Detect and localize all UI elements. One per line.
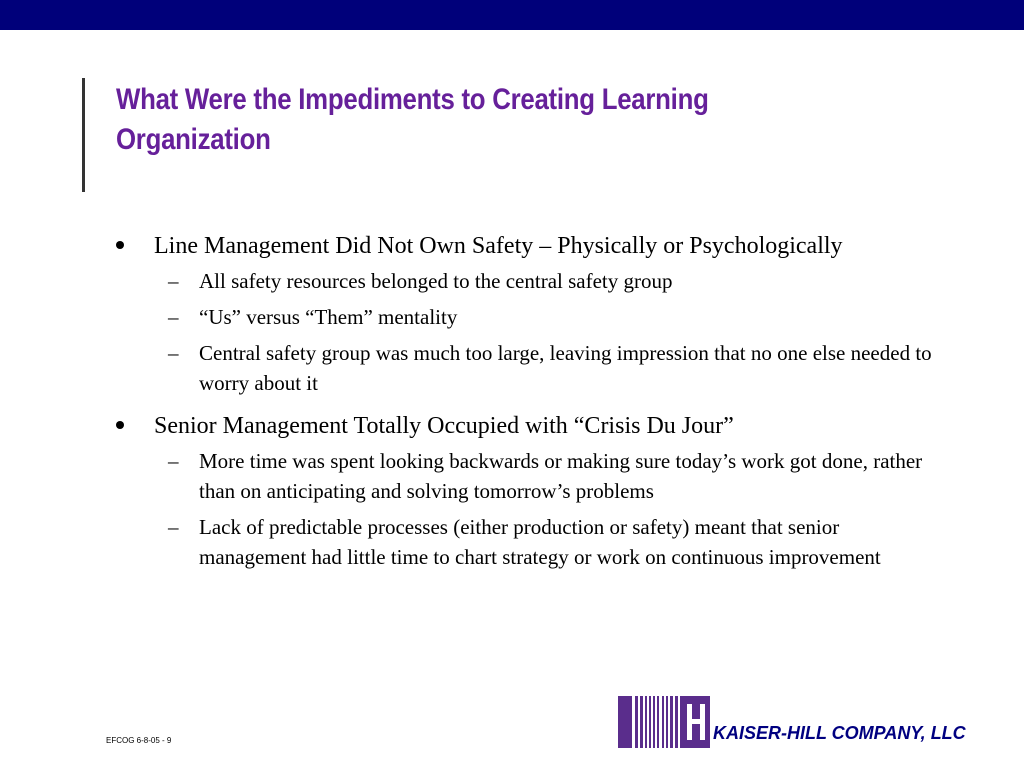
slide-title-line-1: What Were the Impediments to Creating Learning [116,83,709,116]
sub-bullet-item [112,446,932,506]
sub-bullet-item [112,512,932,572]
sub-bullet-item [112,338,932,398]
slide-content [112,230,932,578]
company-name: KAISER-HILL COMPANY, LLC [713,723,966,743]
slide-title [116,80,821,160]
slide-code: EFCOG 6-8-05 - 9 [106,736,172,745]
dash-icon: – [168,305,179,329]
bullet-text: Senior Management Totally Occupied with “Crisis Du Jour” [154,413,734,439]
sub-bullet-item [112,266,932,296]
slide-title-line-2: Organization [116,123,271,156]
sub-bullet-item [112,302,932,332]
dash-icon: – [168,341,179,365]
bullet-item [112,230,932,262]
bullet-text: Line Management Did Not Own Safety – Physically or Psychologically [154,233,843,259]
bullet-dot-icon [116,241,124,249]
dash-icon: – [168,449,179,473]
sub-bullet-text: All safety resources belonged to the central safety group [199,269,673,293]
dash-icon: – [168,269,179,293]
sub-bullet-text: Central safety group was much too large, leaving impression that no one else needed to worry about it [199,341,932,395]
bullet-item [112,410,932,442]
sub-bullet-text: More time was spent looking backwards or making sure today’s work got done, rather than on anticipating and solving tomorrow’s problems [199,449,923,503]
sub-bullet-text: Lack of predictable processes (either production or safety) meant that senior management had little time to chart strategy or work on continuous improvement [199,515,881,569]
top-bar [0,0,1024,30]
bullet-dot-icon [116,421,124,429]
dash-icon: – [168,515,179,539]
title-rule [82,78,85,192]
sub-bullet-text: “Us” versus “Them” mentality [199,305,458,329]
kh-logo-icon [618,696,710,748]
